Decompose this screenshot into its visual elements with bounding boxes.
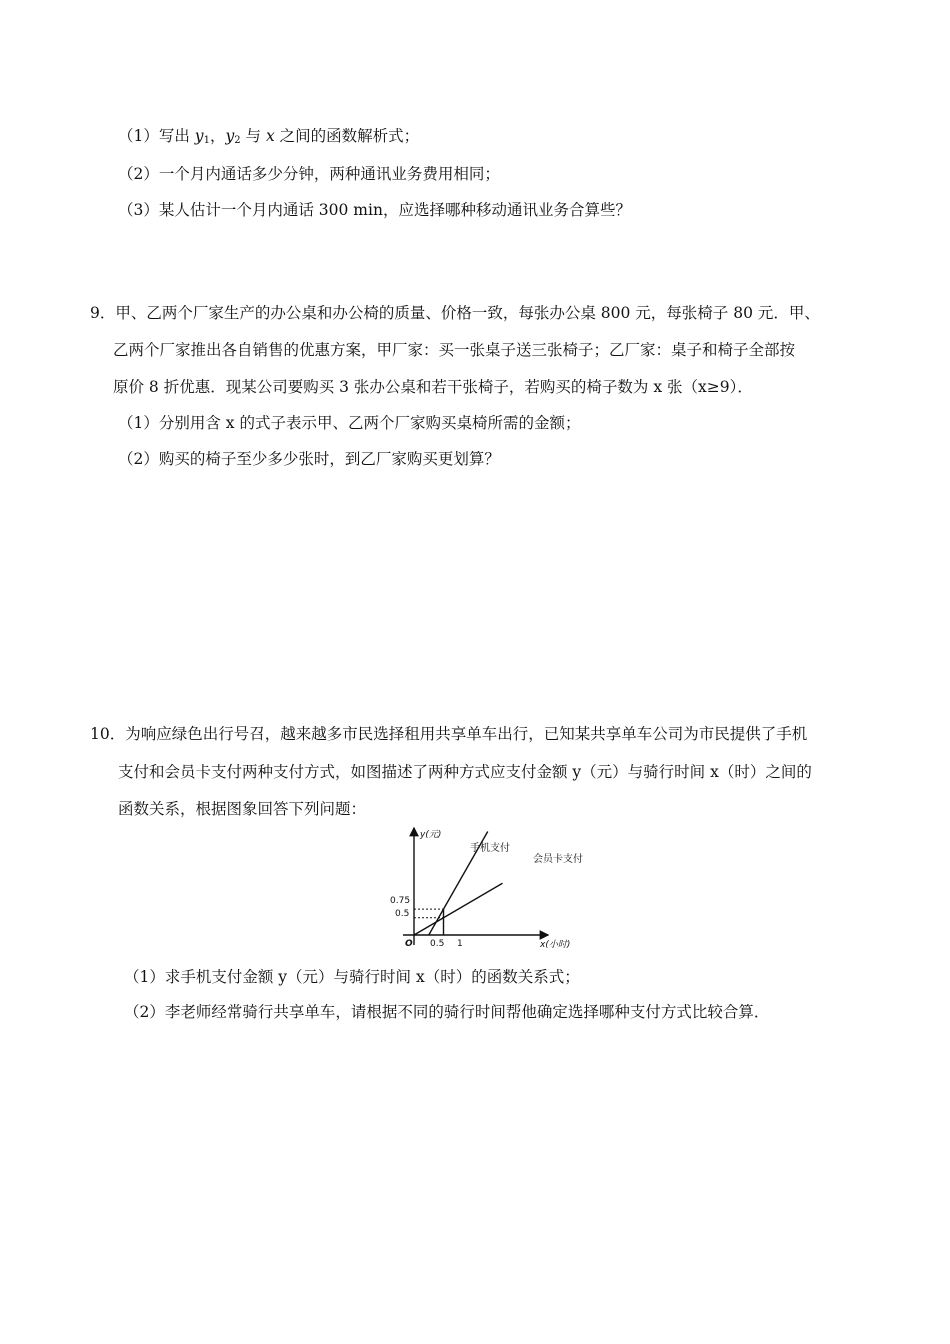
q10-line2: 支付和会员卡支付两种支付方式，如图描述了两种方式应支付金额 y（元）与骑行时间 x（时）之间的: [118, 763, 812, 781]
x-tick-1: 1: [457, 939, 463, 949]
q9-line2: 乙两个厂家推出各自销售的优惠方案，甲厂家：买一张桌子送三张椅子；乙厂家：桌子和椅子全部按: [113, 341, 796, 359]
q8-part2: （2）一个月内通话多少分钟，两种通讯业务费用相同；: [118, 165, 500, 183]
guide-layer: [414, 909, 444, 935]
x-axis-label: x(小时): [540, 940, 571, 950]
q8-part1-prefix: （1）写出: [118, 127, 195, 145]
var-y1: y: [194, 127, 204, 145]
q9-part1: （1）分别用含 x 的式子表示甲、乙两个厂家购买桌椅所需的金额；: [118, 414, 581, 432]
q10-part2: （2）李老师经常骑行共享单车，请根据不同的骑行时间帮他确定选择哪种支付方式比较合算．: [124, 1003, 770, 1021]
q8-part1-mid: 与: [240, 127, 266, 145]
origin-label: O: [405, 939, 413, 949]
y-tick-0.5: 0.5: [395, 909, 410, 919]
q8-part1-suffix: 之间的函数解析式；: [274, 127, 420, 145]
q9-line1: 9．甲、乙两个厂家生产的办公桌和办公椅的质量、价格一致，每张办公桌 800 元，每张椅子 80 元．甲、: [90, 304, 820, 322]
y-axis-label: y(元): [420, 830, 442, 840]
label-phone-payment: 手机支付: [470, 843, 510, 854]
var-x: x: [265, 127, 275, 145]
subscript-2: 2: [234, 135, 241, 146]
x-tick-0.5: 0.5: [430, 939, 445, 949]
subscript-1: 1: [203, 135, 210, 146]
q8-part3: （3）某人估计一个月内通话 300 min，应选择哪种移动通讯业务合算些？: [118, 201, 631, 219]
var-y2: y: [225, 127, 235, 145]
q9-line3: 原价 8 折优惠．现某公司要购买 3 张办公桌和若干张椅子，若购买的椅子数为 x 张（x≥9）．: [113, 378, 753, 396]
q10-part1: （1）求手机支付金额 y（元）与骑行时间 x（时）的函数关系式；: [124, 968, 580, 986]
q10-line3: 函数关系，根据图象回答下列问题：: [118, 800, 367, 818]
y-tick-0.75: 0.75: [390, 896, 411, 906]
q9-part2: （2）购买的椅子至少多少张时，到乙厂家购买更划算？: [118, 450, 500, 468]
payment-graph: [383, 824, 593, 950]
q8-part1: [118, 126, 419, 151]
q10-line1: 10．为响应绿色出行号召，越来越多市民选择租用共享单车出行，已知某共享单车公司为市民提供了手机: [90, 725, 808, 743]
label-card-payment: 会员卡支付: [533, 854, 583, 865]
separator: ，: [209, 127, 226, 145]
